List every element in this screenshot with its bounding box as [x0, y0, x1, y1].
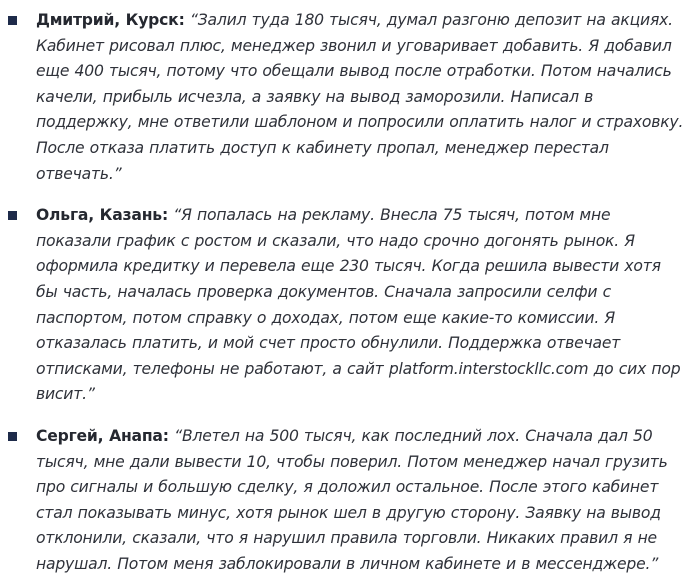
square-bullet-icon — [8, 16, 17, 25]
testimonial-quote: “Залил туда 180 тысяч, думал разгоню депозит на акциях. Кабинет рисовал плюс, менеджер звонил и уговаривает добавить. Я добавил еще 400 тысяч, потому что обещали вывод после отработки. Потом начались качели, прибыль исчезла, а заявку на вывод заморозили. Написал в поддержку, мне ответили шаблоном и попросили оплатить налог и страховку. После отказа платить доступ к кабинету пропал, менеджер перестал отвечать.” — [36, 11, 684, 183]
testimonial-text — [36, 424, 686, 577]
testimonial-text — [36, 8, 686, 187]
square-bullet-icon — [8, 432, 17, 441]
testimonial-item — [0, 0, 700, 187]
testimonial-text — [36, 203, 686, 408]
testimonial-quote: “Я попалась на рекламу. Внесла 75 тысяч, потом мне показали график с ростом и сказали, что надо срочно догонять рынок. Я оформила кредитку и перевела еще 230 тысяч. Когда решила вывести хотя бы часть, началась проверка документов. Сначала запросили селфи с паспортом, потом справку о доходах, потом еще какие-то комиссии. Я отказалась платить, и мой счет просто обнулили. Поддержка отвечает отписками, телефоны не работают, а сайт platform.interstockllc.com до сих пор висит.” — [36, 206, 681, 404]
testimonial-item — [0, 424, 700, 577]
testimonial-author: Дмитрий, Курск: — [36, 11, 185, 29]
testimonial-author: Сергей, Анапа: — [36, 426, 169, 445]
square-bullet-icon — [8, 211, 17, 220]
testimonial-item — [0, 203, 700, 408]
testimonial-author: Ольга, Казань: — [36, 206, 168, 225]
testimonial-quote: “Влетел на 500 тысяч, как последний лох. Сначала дал 50 тысяч, мне дали вывести 10, чтобы поверил. Потом менеджер начал грузить про сигналы и большую сделку, я доложил остальное. После этого кабинет стал показывать минус, хотя рынок шел в другую сторону. Заявку на вывод отклонили, сказали, что я нарушил правила торговли. Никаких правил я не нарушал. Потом меня заблокировали в личном кабинете и в мессенджере.” — [36, 426, 668, 573]
